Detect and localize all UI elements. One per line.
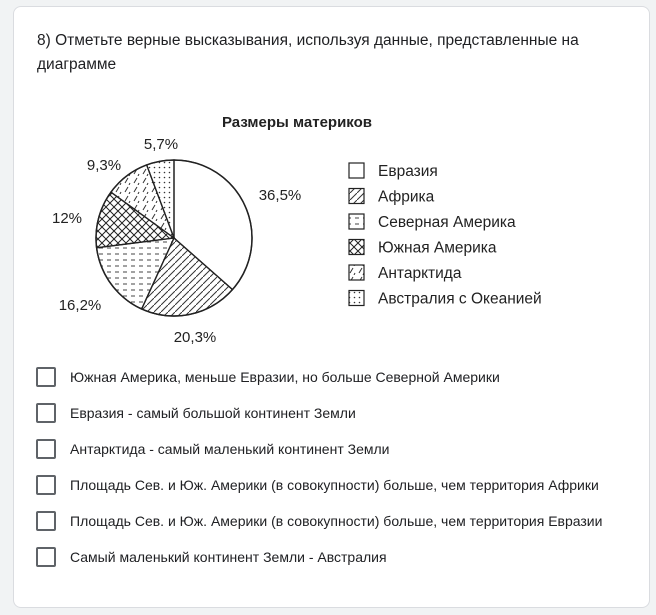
legend-swatch: [349, 240, 364, 255]
checkbox[interactable]: [36, 367, 56, 387]
slice-value-label: 9,3%: [86, 157, 122, 174]
option-item[interactable]: [36, 439, 636, 459]
legend-label: Африка: [378, 188, 435, 206]
checkbox[interactable]: [36, 403, 56, 423]
question-title: 8) Отметьте верные высказывания, используя данные, представленные на диаграмме: [37, 32, 579, 73]
legend-label: Австралия с Океанией: [378, 290, 542, 308]
option-item[interactable]: [36, 475, 636, 495]
slice-value-label: 5,7%: [143, 136, 179, 153]
question-card: [13, 6, 650, 608]
legend-label: Антарктида: [378, 265, 462, 282]
slice-value-label: 36,5%: [258, 187, 302, 204]
checkbox[interactable]: [36, 475, 56, 495]
option-item[interactable]: [36, 403, 636, 423]
option-item[interactable]: [36, 547, 636, 567]
legend-swatch: [349, 163, 364, 178]
option-label: Евразия - самый большой континент Земли: [70, 405, 356, 421]
legend-swatch: [349, 291, 364, 306]
option-label: Площадь Сев. и Юж. Америки (в совокупности) больше, чем территория Евразии: [70, 513, 603, 529]
option-label: Южная Америка, меньше Евразии, но больше Северной Америки: [70, 369, 500, 385]
option-item[interactable]: [36, 367, 636, 387]
checkbox[interactable]: [36, 511, 56, 531]
slice-value-label: 20,3%: [173, 329, 217, 346]
option-label: Антарктида - самый маленький континент Земли: [70, 441, 390, 457]
option-label: Площадь Сев. и Юж. Америки (в совокупности) больше, чем территория Африки: [70, 477, 599, 493]
legend-label: Северная Америка: [378, 214, 516, 231]
legend-swatch: [349, 214, 364, 229]
checkbox[interactable]: [36, 439, 56, 459]
slice-value-label: 12%: [51, 210, 83, 227]
legend-label: Евразия: [378, 163, 438, 180]
option-item[interactable]: [36, 511, 636, 531]
slice-value-label: 16,2%: [58, 297, 102, 314]
checkbox[interactable]: [36, 547, 56, 567]
legend-swatch: [349, 189, 364, 204]
legend-swatch: [349, 265, 364, 280]
pie-chart: [42, 95, 582, 350]
options-list: [36, 357, 636, 567]
chart-title: Размеры материков: [222, 114, 372, 131]
option-label: Самый маленький континент Земли - Австралия: [70, 549, 387, 565]
legend-label: Южная Америка: [378, 239, 497, 257]
